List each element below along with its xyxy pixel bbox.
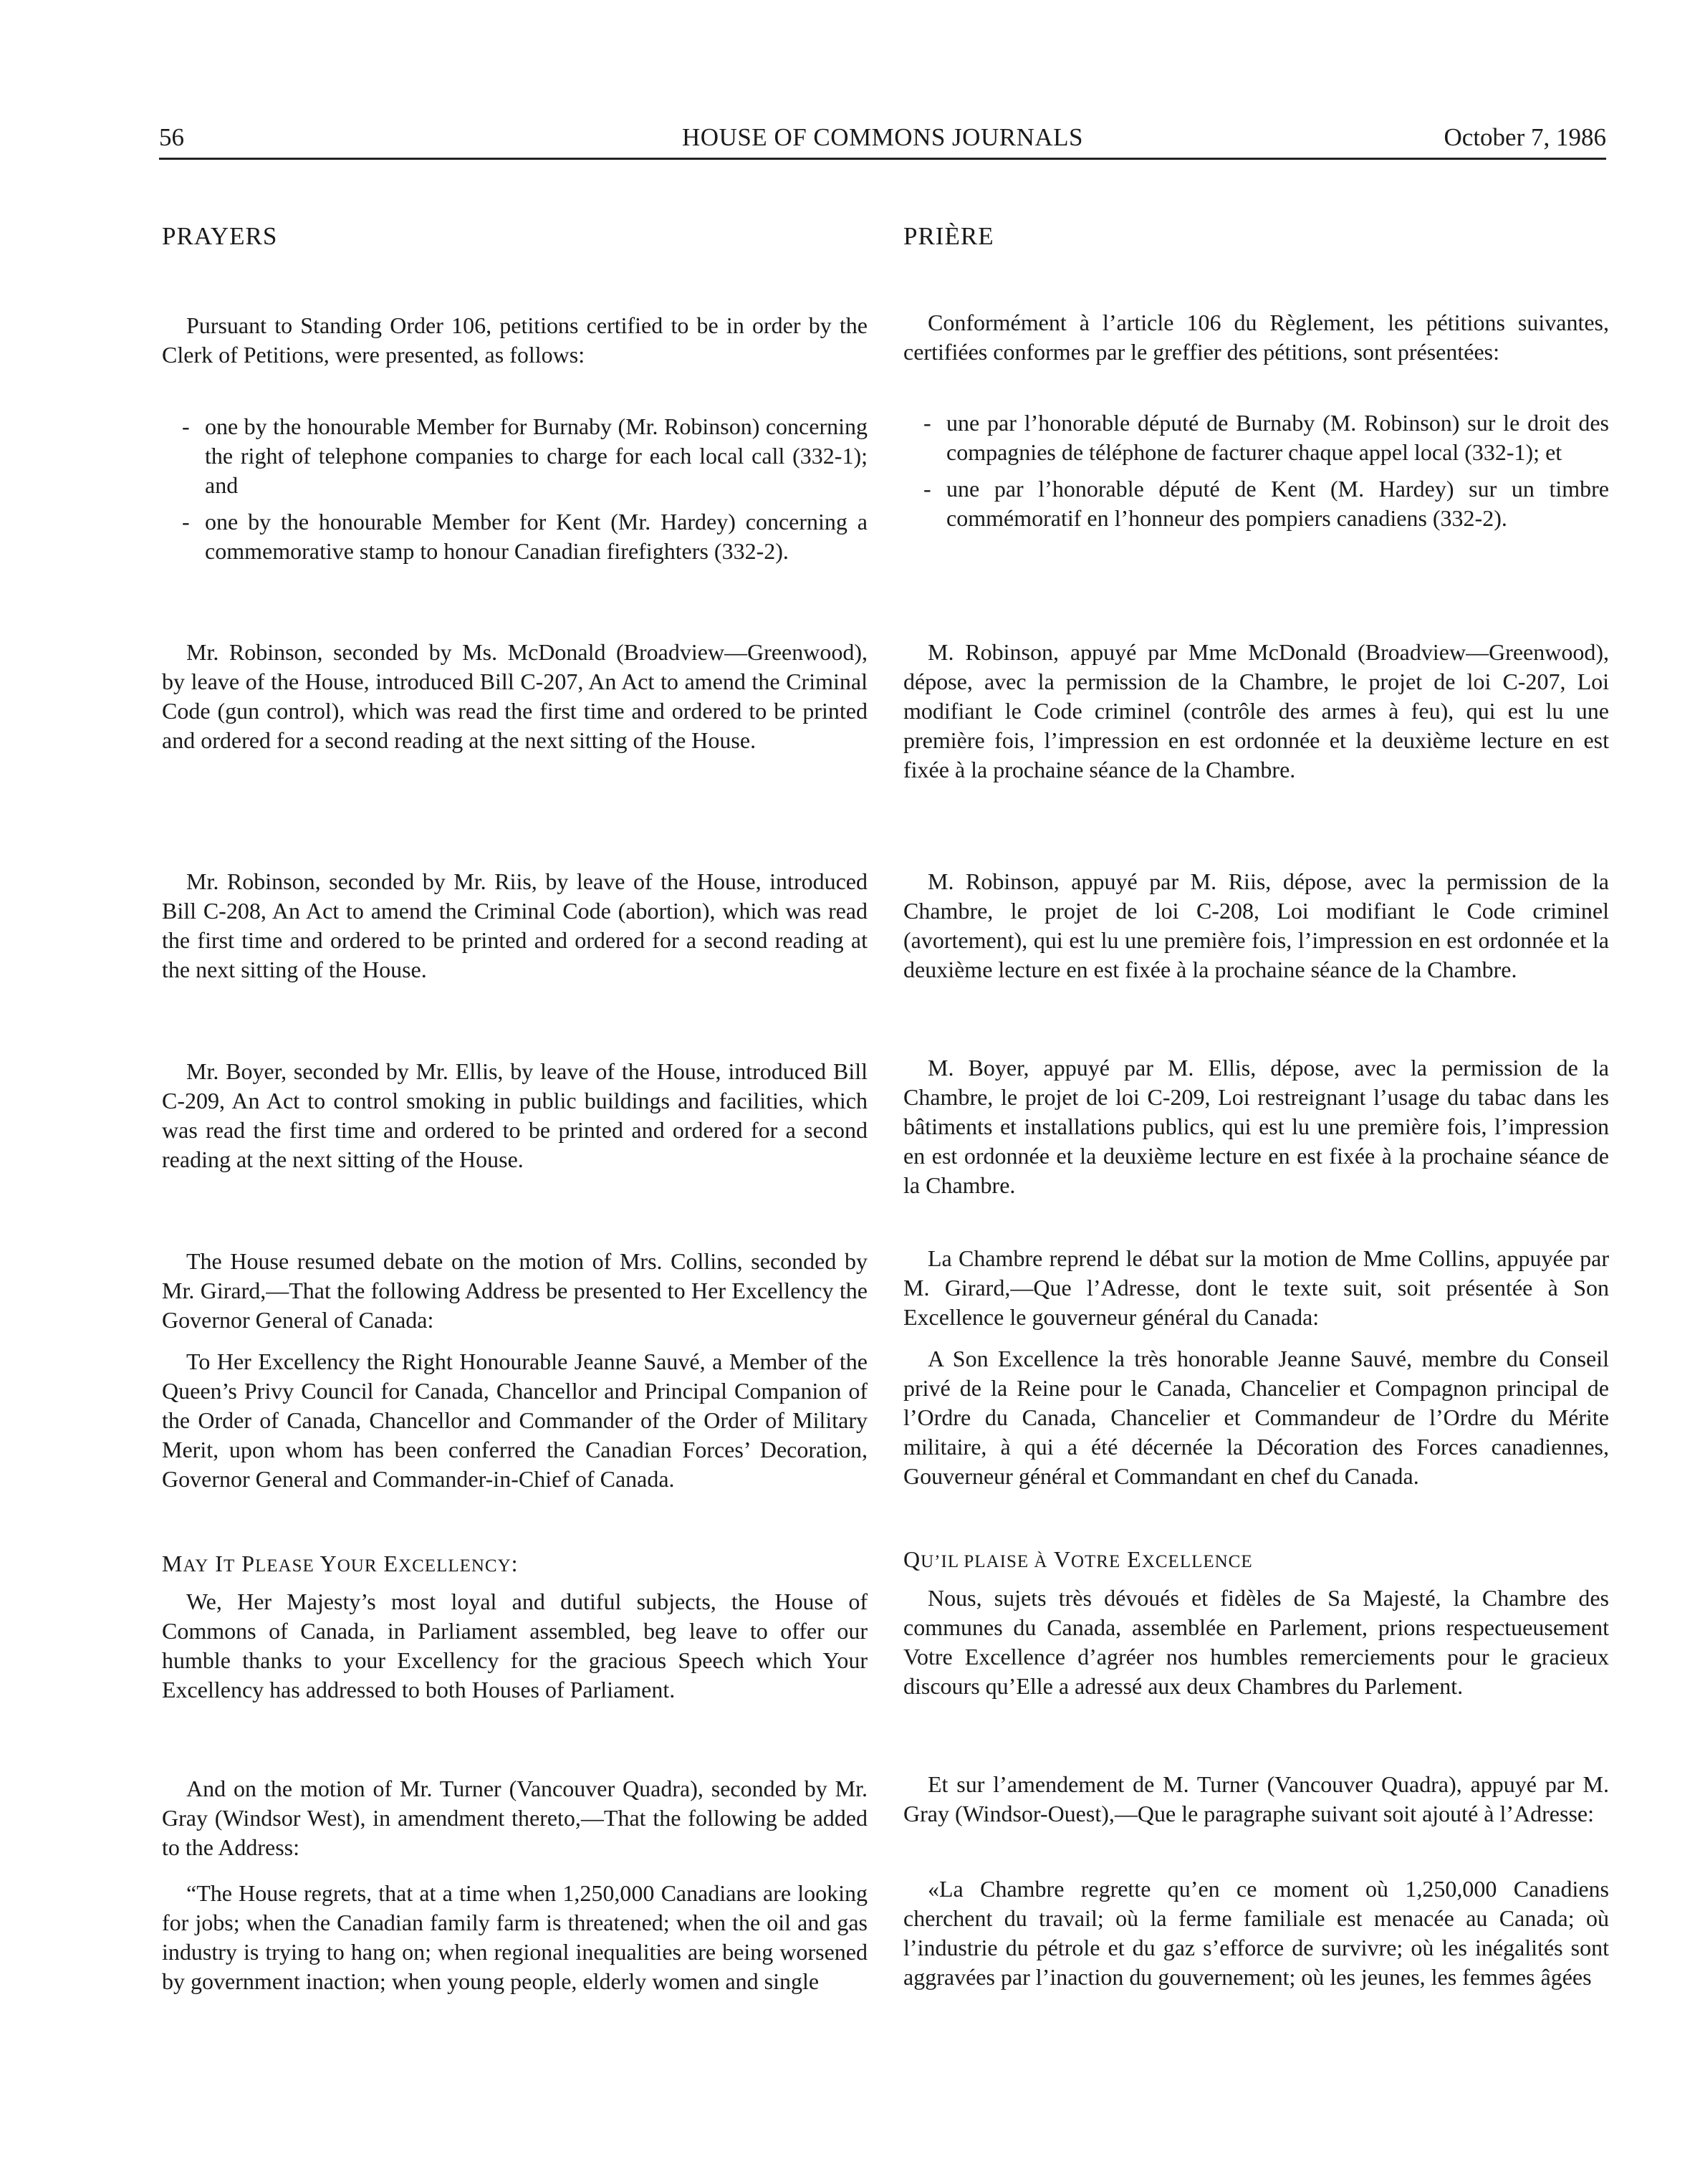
petition-item: - one by the honourable Member for Kent (Mr. Hardey) concerning a commemorative stamp to honour Canadian firefighters (332-2). [182,509,868,564]
debate-resumed-paragraph-fr: La Chambre reprend le débat sur la motion de Mme Collins, appuyée par M. Girard,—Que l’Adresse, dont le texte suit, soit présentée à Son Excellence le gouverneur général du Canada: [903,1245,1609,1330]
prayers-heading: PRAYERS [162,222,278,250]
debate-resumed-paragraph: The House resumed debate on the motion of Mrs. Collins, seconded by Mr. Girard,—That the following Address be presented to Her Excellency the Governor General of Canada: [162,1248,868,1333]
journal-date: October 7, 1986 [1444,123,1606,151]
amendment-motion-paragraph-fr: Et sur l’amendement de M. Turner (Vancouver Quadra), appuyé par M. Gray (Windsor-Ouest),—Que le paragraphe suivant soit ajouté à l’Adresse: [903,1771,1609,1826]
address-to-paragraph-fr: A Son Excellence la très honorable Jeanne Sauvé, membre du Conseil privé de la Reine pour le Canada, Chancelier et Compagnon principal de l’Ordre du Canada, Chancelier et Commandeur de l’Ordre du Mérite militaire, à qui a été décernée la Décoration des Forces canadiennes, Gouverneur général et Commandant en chef du Canada. [903,1346,1609,1489]
petitions-intro: Pursuant to Standing Order 106, petitions certified to be in order by the Clerk of Petitions, were presented, as follows: [162,312,868,368]
address-to-paragraph: To Her Excellency the Right Honourable Jeanne Sauvé, a Member of the Queen’s Privy Council for Canada, Chancellor and Principal Companion of the Order of Canada, Chancellor and Commander of the Order of Military Merit, upon whom has been conferred the Canadian Forces’ Decoration, Governor General and Commander-in-Chief of Canada. [162,1349,868,1492]
petition-item-fr: - une par l’honorable député de Kent (M. Hardey) sur un timbre commémoratif en l’honneur des pompiers canadiens (332-2). [923,476,1609,531]
petition-text: one by the honourable Member for Kent (Mr. Hardey) concerning a commemorative stamp to honour Canadian firefighters (332-2). [205,509,868,564]
priere-heading: PRIÈRE [903,222,994,250]
petitions-list [182,412,868,573]
bill-c207-paragraph-fr: M. Robinson, appuyé par Mme McDonald (Broadview—Greenwood), dépose, avec la permission de la Chambre, le projet de loi C-207, Loi modifiant le Code criminel (contrôle des armes à feu), qui est lu une première fois, l’impression en est ordonnée et la deuxième lecture en est fixée à la prochaine séance de la Chambre. [903,639,1609,782]
salutation: MAY IT PLEASE YOUR EXCELLENCY: [162,1551,519,1576]
petition-text: one by the honourable Member for Burnaby (Mr. Robinson) concerning the right of telephone companies to charge for each local call (332-1); and [205,413,868,498]
bill-c209-paragraph-fr: M. Boyer, appuyé par M. Ellis, dépose, avec la permission de la Chambre, le projet de loi C-209, Loi restreignant l’usage du tabac dans les bâtiments et installations publics, qui est lu une première fois, l’impression en est ordonnée et la deuxième lecture en est fixée à la prochaine séance de la Chambre. [903,1055,1609,1198]
bill-c208-paragraph: Mr. Robinson, seconded by Mr. Riis, by leave of the House, introduced Bill C-208, An Act to amend the Criminal Code (abortion), which was read the first time and ordered to be printed and ordered for a second reading at the next sitting of the House. [162,868,868,982]
petition-text-fr: une par l’honorable député de Kent (M. Hardey) sur un timbre commémoratif en l’honneur des pompiers canadiens (332-2). [946,476,1609,531]
bill-c209-paragraph: Mr. Boyer, seconded by Mr. Ellis, by leave of the House, introduced Bill C-209, An Act to control smoking in public buildings and facilities, which was read the first time and ordered to be printed and ordered for a second reading at the next sitting of the House. [162,1058,868,1172]
petitions-intro-fr: Conformément à l’article 106 du Règlement, les pétitions suivantes, certifiées conformes par le greffier des pétitions, sont présentées: [903,310,1609,365]
bill-c207-paragraph: Mr. Robinson, seconded by Ms. McDonald (Broadview—Greenwood), by leave of the House, introduced Bill C-207, An Act to amend the Criminal Code (gun control), which was read the first time and ordered to be printed and ordered for a second reading at the next sitting of the House. [162,639,868,753]
amendment-text-paragraph: “The House regrets, that at a time when 1,250,000 Canadians are looking for jobs; when the Canadian family farm is threatened; when the oil and gas industry is trying to hang on; when regional inequalities are being worsened by government inaction; when young people, elderly women and single [162,1880,868,1994]
thanks-paragraph: We, Her Majesty’s most loyal and dutiful subjects, the House of Commons of Canada, in Parliament assembled, beg leave to offer our humble thanks to your Excellency for the gracious Speech which Your Excellency has addressed to both Houses of Parliament. [162,1589,868,1702]
amendment-motion-paragraph: And on the motion of Mr. Turner (Vancouver Quadra), seconded by Mr. Gray (Windsor West), in amendment thereto,—That the following be added to the Address: [162,1776,868,1860]
journal-title: HOUSE OF COMMONS JOURNALS [682,123,1083,151]
petition-item-fr: - une par l’honorable député de Burnaby (M. Robinson) sur le droit des compagnies de téléphone de facturer chaque appel local (332-1); et [923,410,1609,465]
bill-c208-paragraph-fr: M. Robinson, appuyé par M. Riis, dépose, avec la permission de la Chambre, le projet de loi C-208, Loi modifiant le Code criminel (avortement), qui est lu une première fois, l’impression en est ordonnée et la deuxième lecture en est fixée à la prochaine séance de la Chambre. [903,868,1609,982]
petition-text-fr: une par l’honorable député de Burnaby (M. Robinson) sur le droit des compagnies de téléphone de facturer chaque appel local (332-1); et [946,410,1609,465]
salutation-fr: QU’IL PLAISE À VOTRE EXCELLENCE [903,1546,1253,1572]
petition-item: - one by the honourable Member for Burnaby (Mr. Robinson) concerning the right of telephone companies to charge for each local call (332-1); and [182,413,868,498]
page-number: 56 [159,123,184,151]
amendment-text-paragraph-fr: «La Chambre regrette qu’en ce moment où 1,250,000 Canadiens cherchent du travail; où la ferme familiale est menacée au Canada; où l’industrie du pétrole et du gaz s’efforce de survivre; où les inégalités sont aggravées par l’inaction du gouvernement; où les jeunes, les femmes âgées [903,1876,1609,1990]
page-header [159,120,1606,160]
petitions-list-fr [923,408,1609,540]
thanks-paragraph-fr: Nous, sujets très dévoués et fidèles de Sa Majesté, la Chambre des communes du Canada, assemblée en Parlement, prions respectueusement Votre Excellence d’agréer nos humbles remerciements pour le gracieux discours qu’Elle a adressé aux deux Chambres du Parlement. [903,1585,1609,1699]
